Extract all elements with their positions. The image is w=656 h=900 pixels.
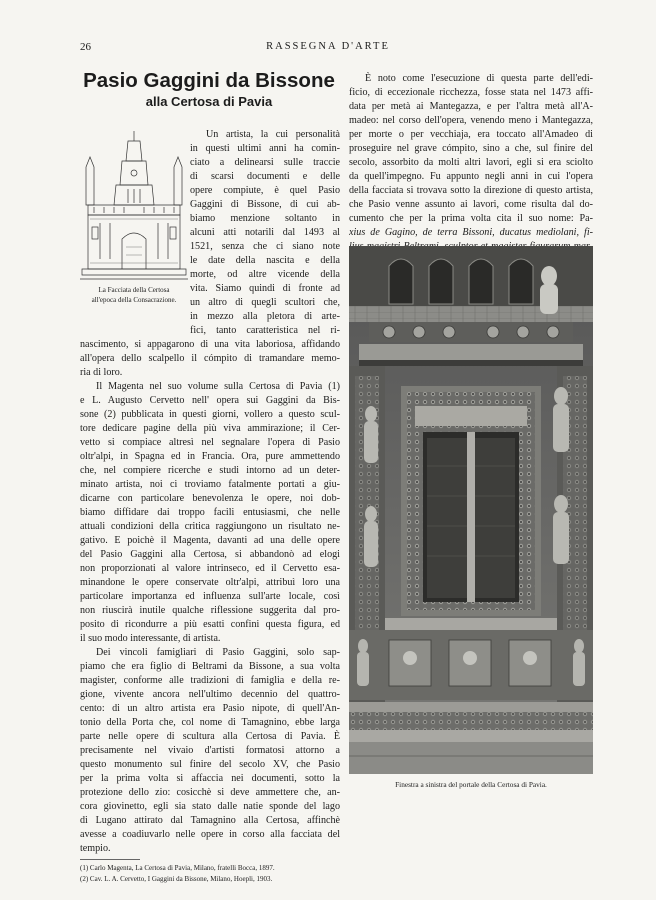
col1-line: Il Magenta nel suo volume sulla Certosa di Pavia (1) <box>96 381 340 392</box>
col2-line: È noto come l'esecuzione di questa parte dell'edi- <box>365 73 593 84</box>
col1-line: gativo. E poichè il Magenta, davanti ad una delle opere <box>80 535 340 546</box>
col1-line: magister, conforme alle tradizioni di famiglia e della re- <box>80 675 340 686</box>
certosa-facade-engraving <box>80 127 188 283</box>
col1-line: Un artista, la cui personalità <box>206 129 340 140</box>
col1-line: piamo che era figlio di Beltrami da Bissone, a sua volta <box>80 661 340 672</box>
col1-line: Gaggini di Bissone, di cui ab- <box>190 199 340 210</box>
col1-line: cento: di un altro artista era Pasio nipote, di quell'An- <box>80 703 340 714</box>
col2-line: per morte o per vecchiaja, era toccato all'Amadeo di <box>349 129 593 140</box>
footnote-1: (1) Carlo Magenta, La Certosa di Pavia, Milano, fratelli Bocca, 1897. <box>80 864 275 872</box>
col1-line: in questi ultimi anni ha comin- <box>190 143 340 154</box>
col1-line: in mezzo alla pletora di arte- <box>190 311 340 322</box>
col1-line: avesse a coadiuvarlo nelle opere in corso alla facciata del <box>80 829 340 840</box>
footnote-2: (2) Cav. L. A. Cervetto, I Gaggini da Bissone, Milano, Hoepli, 1903. <box>80 875 273 883</box>
col2-line: xius de Gagino, de terra Bissoni, ducatus mediolani, fi- <box>349 227 593 238</box>
col1-line: non proporzionati al valore intrinseco, ed il Cervetto esa- <box>80 563 340 574</box>
col1-line: il suo modo interessante, di artista. <box>80 633 221 644</box>
col2-line: della facciata si trovava sotto la direzione di questo artista, <box>349 185 593 196</box>
col1-line: gione, vivente ancora nell'ultimo decennio del quattro- <box>80 689 340 700</box>
col1-line: le date della nascita e della <box>190 255 340 266</box>
col1-line: attuali condizioni della critica raggiungono un risultato ne- <box>80 521 340 532</box>
col1-line: fici, tanto caratteristica nel ri- <box>190 325 340 336</box>
col1-line: un altro di quegli scultori che, <box>190 297 340 308</box>
running-title: RASSEGNA D'ARTE <box>266 41 390 52</box>
col1-line: biamo menzione soltanto in <box>190 213 340 224</box>
col1-line: minato artista, noi ci troviamo fatalmente portati a giu- <box>80 479 340 490</box>
col1-line: per la prima volta si affaccia nei documenti, sotto la <box>80 773 340 784</box>
col1-line: biamo diffidare dai troppo facili entusiasmi, che nelle <box>80 507 340 518</box>
col2-line: secolo, assorbito da molti altri lavori, egli si era sciolto <box>349 157 593 168</box>
col1-line: vetto si compiace altresì nel segnalare l'opera di Pasio <box>80 437 340 448</box>
col2-line: che Pasio venne assunto ai lavori, come risulta dal do- <box>349 199 593 210</box>
figure-caption <box>80 285 188 305</box>
photo-caption: Finestra a sinistra del portale della Certosa di Pavia. <box>395 780 547 789</box>
col1-line: cora giovinetto, egli sia stato dalle natie sponde del lago <box>80 801 340 812</box>
col2-line: da quell'impegno. Fu appunto negli anni in cui l'opera <box>349 171 593 182</box>
col1-line: che, nel compiere ricerche e studi intorno ad un deter- <box>80 465 340 476</box>
window-photograph <box>349 246 593 774</box>
col1-line: Dei vincoli famigliari di Pasio Gaggini, solo sap- <box>96 647 340 658</box>
col1-line: precisamente nel vivaio d'artisti formatosi attorno a <box>80 745 340 756</box>
col1-line: 1521, senza che ci siano note <box>190 241 340 252</box>
col1-line: del Pasio Gaggini alla Certosa, si abbandonò ad elogi <box>80 549 340 560</box>
col2-line: cumento che per la prima volta cita il suo nome: Pa- <box>349 213 593 224</box>
col1-line: tore dedicare pagine della più viva ammirazione; il Cer- <box>80 423 340 434</box>
col2-line: ficio, di eccezionale ricchezza, fosse stata nel 1473 affi- <box>349 87 593 98</box>
col1-line: tempio. <box>80 843 111 854</box>
col1-line: alcuni atti notarili dal 1493 al <box>190 227 340 238</box>
col1-line: ria di loro. <box>80 367 123 378</box>
figure-caption-line-2: all'epoca della Consacrazione. <box>91 296 177 304</box>
col1-line: sone (2) pubblicata in questi giorni, vollero a questo scul- <box>80 409 340 420</box>
col1-line: ciato a delinearsi sulle traccie <box>190 157 340 168</box>
col1-line: tonio della Porta che, col nome di Tamagnino, ebbe larga <box>80 717 340 728</box>
col1-line: protezione dello zio: cosicchè si deve ammettere che, an- <box>80 787 340 798</box>
col1-line: questo monumento sul finire del secolo XV, che Pasio <box>80 759 340 770</box>
article-subtitle: alla Certosa di Pavia <box>145 94 273 109</box>
col1-line: all'opera dello scalpello il cómpito di tramandare memo- <box>80 353 340 364</box>
col2-line: madeo: nel corso dell'opera, venendo meno i Mantegazza, <box>349 115 593 126</box>
col1-line: di scarsi documenti e delle <box>190 171 340 182</box>
col1-line: particolare importanza ed influenza sull'arte locale, così <box>80 591 340 602</box>
col1-line: e L. Augusto Cervetto nell' opera sui Gaggini da Bis- <box>80 395 340 406</box>
col1-line: oltr'alpi, in Spagna ed in Francia. Ora, pure ammettendo <box>80 451 340 462</box>
col2-line: proseguire nel grave cómpito, sino a che, sul finire del <box>349 143 593 154</box>
col1-line: vita. Siamo quindi di fronte ad <box>190 283 340 294</box>
col1-line: nascimento, si appagarono di una vita laboriosa, affidando <box>80 339 340 350</box>
article-title: Pasio Gaggini da Bissone <box>83 69 335 92</box>
col1-line: parte nelle opere di scultura alla Certosa di Pavia. È <box>80 731 340 742</box>
footnote-rule <box>80 859 140 860</box>
col1-line: di Lugano attirato dal Tamagnino alla Certosa, affinchè <box>80 815 340 826</box>
col1-line: opere compiute, è quel Pasio <box>190 185 340 196</box>
col1-line: dicarne con particolare benevolenza le opere, noi dob- <box>80 493 340 504</box>
col2-line: data per metà ai Mantegazza, e per l'altra metà all'A- <box>349 101 593 112</box>
col1-line: minandone le opere conservate oltr'alpi, attribuì loro una <box>80 577 340 588</box>
col1-line: morte, od altre vicende della <box>190 269 340 280</box>
page-number: 26 <box>80 41 91 53</box>
col1-line: posito di ricondurre a più esatti confini questa figura, ed <box>80 619 340 630</box>
col1-line: non riuscirà inutile qualche riflessione suggerita dal pro- <box>80 605 340 616</box>
figure-caption-line-1: La Facciata della Certosa <box>98 286 170 294</box>
